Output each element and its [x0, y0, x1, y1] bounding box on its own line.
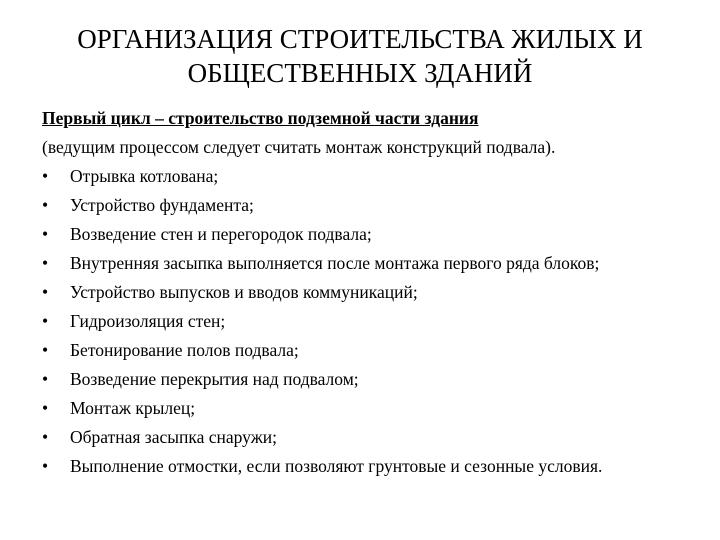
- list-item: [42, 249, 707, 278]
- list-item: [42, 452, 707, 481]
- list-item: [42, 394, 707, 423]
- bullet-dot-icon: •: [42, 427, 49, 447]
- list-item: [42, 423, 707, 452]
- list-item: [42, 191, 707, 220]
- bullet-dot-icon: •: [42, 369, 49, 389]
- list-item: [42, 365, 707, 394]
- list-item-text: Гидроизоляция стен;: [70, 311, 226, 331]
- bullet-dot-icon: •: [42, 224, 49, 244]
- bullet-dot-icon: •: [42, 253, 49, 273]
- list-item-text: Устройство фундамента;: [70, 195, 254, 215]
- list-item: [42, 278, 707, 307]
- list-item-text: Бетонирование полов подвала;: [70, 340, 299, 360]
- bullet-list: [42, 162, 707, 481]
- content-body: [42, 104, 707, 481]
- section-intro: (ведущим процессом следует считать монтаж конструкций подвала).: [42, 137, 556, 157]
- bullet-dot-icon: •: [42, 195, 49, 215]
- list-item: [42, 307, 707, 336]
- bullet-dot-icon: •: [42, 311, 49, 331]
- bullet-dot-icon: •: [42, 340, 49, 360]
- list-item-text: Выполнение отмостки, если позволяют грунтовые и сезонные условия.: [70, 456, 603, 476]
- list-item: [42, 336, 707, 365]
- title-line-1: ОРГАНИЗАЦИЯ СТРОИТЕЛЬСТВА ЖИЛЫХ И: [77, 24, 643, 54]
- bullet-dot-icon: •: [42, 166, 49, 186]
- title-line-2: ОБЩЕСТВЕННЫХ ЗДАНИЙ: [187, 58, 533, 88]
- bullet-dot-icon: •: [42, 456, 49, 476]
- page-title: [20, 22, 700, 90]
- list-item-text: Внутренняя засыпка выполняется после монтажа первого ряда блоков;: [70, 253, 600, 273]
- list-item-text: Возведение перекрытия над подвалом;: [70, 369, 359, 389]
- list-item-text: Отрывка котлована;: [70, 166, 219, 186]
- list-item-text: Возведение стен и перегородок подвала;: [70, 224, 372, 244]
- bullet-dot-icon: •: [42, 398, 49, 418]
- list-item-text: Монтаж крылец;: [70, 398, 196, 418]
- bullet-dot-icon: •: [42, 282, 49, 302]
- list-item-text: Обратная засыпка снаружи;: [70, 427, 278, 447]
- list-item: [42, 220, 707, 249]
- section-heading: Первый цикл – строительство подземной части здания: [42, 108, 479, 128]
- list-item: [42, 162, 707, 191]
- list-item-text: Устройство выпусков и вводов коммуникаций;: [70, 282, 418, 302]
